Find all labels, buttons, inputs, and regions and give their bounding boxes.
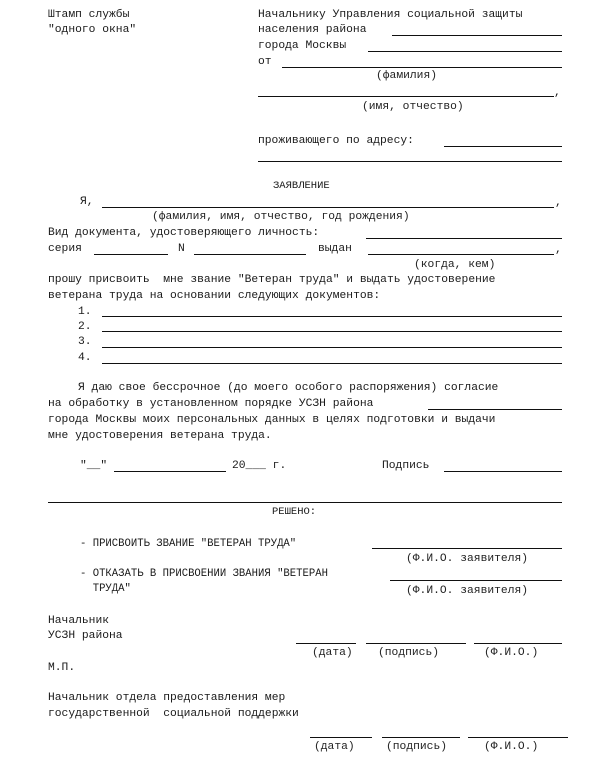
dept-fio-field[interactable] <box>468 737 568 738</box>
signature-label: Подпись <box>382 460 430 472</box>
number-field[interactable] <box>194 254 306 255</box>
consent-line1: Я даю свое бессрочное (до моего особого распоряжения) согласие <box>78 382 499 394</box>
applicant-fio-hint: (фамилия, имя, отчество, год рождения) <box>152 211 410 223</box>
doc-item-field-2[interactable] <box>102 331 562 332</box>
dept-date-hint: (дата) <box>314 741 355 753</box>
addressee-from-label: от <box>258 56 272 68</box>
stamp-place-label: М.П. <box>48 662 76 674</box>
request-line2: ветерана труда на основании следующих документов: <box>48 290 381 302</box>
name-patronymic-hint: (имя, отчество) <box>362 101 464 113</box>
consent-line4: мне удостоверения ветерана труда. <box>48 430 272 442</box>
issued-hint: (когда, кем) <box>414 259 496 271</box>
head-usczn-line2: УСЗН района <box>48 630 123 642</box>
doc-item-number-2: 2. <box>78 321 92 333</box>
addressee-line1: Начальнику Управления социальной защиты <box>258 9 523 21</box>
request-line1: прошу присвоить мне звание "Ветеран труда" и выдать удостоверение <box>48 274 496 286</box>
usczn-fio-field[interactable] <box>474 643 562 644</box>
date-month-field[interactable] <box>114 471 226 472</box>
i-label: Я, <box>80 196 94 208</box>
issued-field[interactable] <box>368 254 554 255</box>
page-title: ЗАЯВЛЕНИЕ <box>273 180 330 192</box>
dept-date-field[interactable] <box>310 737 372 738</box>
address-field-1[interactable] <box>444 146 562 147</box>
decision-option-grant: - ПРИСВОИТЬ ЗВАНИЕ "ВЕТЕРАН ТРУДА" <box>80 538 297 550</box>
consent-line2: на обработку в установленном порядке УСЗН района <box>48 398 374 410</box>
usczn-date-field[interactable] <box>296 643 356 644</box>
comma: , <box>555 197 562 209</box>
address-label: проживающего по адресу: <box>258 135 414 147</box>
comma: , <box>555 244 562 256</box>
doc-item-field-4[interactable] <box>102 363 562 364</box>
number-label: N <box>178 243 185 255</box>
refuse-applicant-fio-hint: (Ф.И.О. заявителя) <box>406 585 529 597</box>
grant-applicant-fio-hint: (Ф.И.О. заявителя) <box>406 553 529 565</box>
date-day-field[interactable]: "__" <box>80 460 108 472</box>
doc-item-number-3: 3. <box>78 336 92 348</box>
name-patronymic-field[interactable] <box>258 96 554 97</box>
decision-title: РЕШЕНО: <box>272 506 317 518</box>
district-field[interactable] <box>392 35 562 36</box>
surname-field[interactable] <box>282 67 562 68</box>
addressee-line3: города Москвы <box>258 40 347 52</box>
comma: , <box>554 87 561 99</box>
decision-option-refuse-line1: - ОТКАЗАТЬ В ПРИСВОЕНИИ ЗВАНИЯ "ВЕТЕРАН <box>80 568 328 580</box>
doc-type-field[interactable] <box>366 238 562 239</box>
consent-district-field[interactable] <box>428 409 562 410</box>
addressee-line2: населения района <box>258 24 367 36</box>
doc-type-label: Вид документа, удостоверяющего личность: <box>48 227 320 239</box>
doc-item-field-1[interactable] <box>102 316 562 317</box>
refuse-applicant-fio-field[interactable] <box>390 580 562 581</box>
head-usczn-line1: Начальник <box>48 615 110 627</box>
series-field[interactable] <box>94 254 168 255</box>
usczn-fio-hint: (Ф.И.О.) <box>484 647 539 659</box>
date-year-field[interactable]: 20___ г. <box>232 460 287 472</box>
doc-item-field-3[interactable] <box>102 347 562 348</box>
dept-signature-hint: (подпись) <box>386 741 448 753</box>
doc-item-number-1: 1. <box>78 306 92 318</box>
applicant-fio-field[interactable] <box>102 207 554 208</box>
stamp-label-line1: Штамп службы <box>48 9 130 21</box>
usczn-signature-field[interactable] <box>366 643 466 644</box>
head-dept-line2: государственной социальной поддержки <box>48 708 299 720</box>
address-field-2[interactable] <box>258 161 562 162</box>
usczn-signature-hint: (подпись) <box>378 647 440 659</box>
city-field[interactable] <box>368 51 562 52</box>
surname-hint: (фамилия) <box>376 70 438 82</box>
dept-fio-hint: (Ф.И.О.) <box>484 741 539 753</box>
applicant-signature-field[interactable] <box>444 471 562 472</box>
consent-line3: города Москвы моих персональных данных в целях подготовки и выдачи <box>48 414 496 426</box>
doc-item-number-4: 4. <box>78 352 92 364</box>
usczn-date-hint: (дата) <box>312 647 353 659</box>
decision-option-refuse-line2: ТРУДА" <box>80 583 131 595</box>
stamp-label-line2: "одного окна" <box>48 24 137 36</box>
head-dept-line1: Начальник отдела предоставления мер <box>48 692 286 704</box>
section-divider <box>48 502 562 503</box>
dept-signature-field[interactable] <box>382 737 460 738</box>
grant-applicant-fio-field[interactable] <box>372 548 562 549</box>
series-label: серия <box>48 243 82 255</box>
issued-label: выдан <box>318 243 352 255</box>
